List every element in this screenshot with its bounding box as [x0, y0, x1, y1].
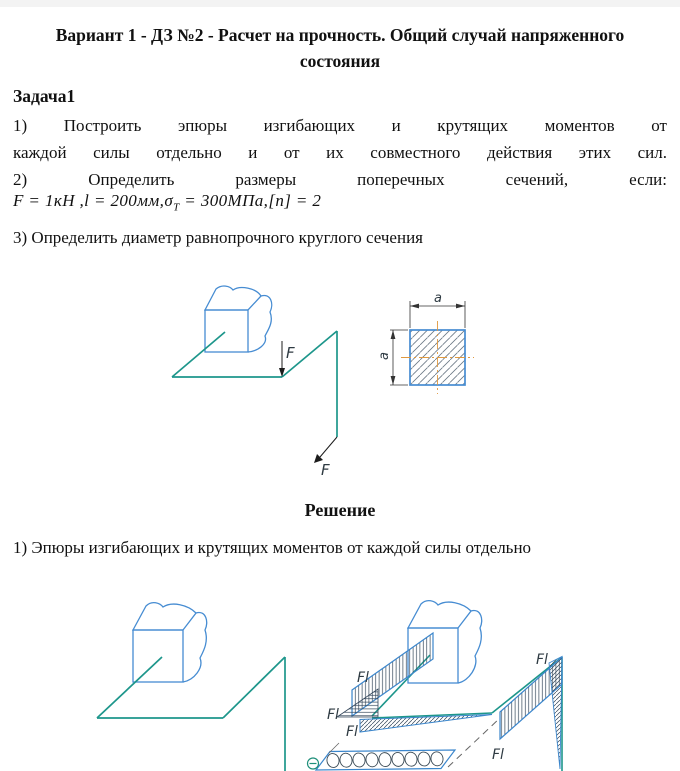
sigma-subscript: Т	[173, 201, 180, 214]
solution-heading: Решение	[304, 500, 376, 520]
formula-part3: [n] = 2	[268, 191, 322, 210]
force2-arrow	[314, 437, 337, 463]
bending-moment-diagrams	[316, 633, 562, 770]
cross-section-drawing	[377, 291, 474, 394]
moment-triangle-rod4	[549, 657, 562, 770]
task-item1-line2: каждой силы отдельно и от их совместного действия этих сил.	[13, 143, 667, 162]
page-title-line2: состояния	[299, 51, 381, 71]
figure2-left-frame-sketch	[97, 603, 285, 771]
task-heading: Задача1	[13, 86, 76, 106]
moment-value-label: Fl	[492, 747, 504, 763]
figure2-right-diagram-sketch	[308, 601, 563, 771]
torsion-coils	[326, 751, 444, 769]
force1-arrow	[279, 341, 285, 377]
task-item2-line: 2) Определить размеры поперечных сечений, если:	[13, 170, 667, 189]
page-title-line1: Вариант 1 - ДЗ №2 - Расчет на прочность. Общий случай напряженного	[55, 25, 625, 45]
frame-rod-lines	[97, 657, 285, 771]
force1-label: F	[286, 344, 295, 362]
fixed-support-cube-sketch	[205, 286, 272, 352]
task-item1-line1: 1) Построить эпюры изгибающих и крутящих моментов от	[13, 116, 667, 135]
moment-value-label: Fl	[327, 707, 339, 723]
moment-value-label: Fl	[536, 652, 548, 668]
fixed-support-cube-sketch	[408, 601, 482, 683]
moment-value-label: Fl	[346, 724, 358, 740]
sigma-symbol: σ	[164, 191, 174, 210]
frame-rod-lines	[172, 331, 337, 437]
dimension-left-label: a	[377, 352, 392, 360]
formula-part1: F = 1кН ,l = 200мм,	[13, 191, 165, 210]
moment-value-label: Fl	[357, 670, 369, 686]
task-item3-line: 3) Определить диаметр равнопрочного круглого сечения	[13, 228, 423, 247]
figure1-frame-sketch	[172, 286, 337, 479]
fixed-support-cube-sketch	[133, 603, 207, 682]
force2-label: F	[321, 461, 330, 479]
dimension-top-label: a	[434, 291, 442, 306]
minus-sign-icon	[308, 758, 319, 769]
formula-part2: = 300МПа,	[179, 191, 269, 210]
solution-item1-line: 1) Эпюры изгибающих и крутящих моментов от каждой силы отдельно	[13, 538, 532, 557]
